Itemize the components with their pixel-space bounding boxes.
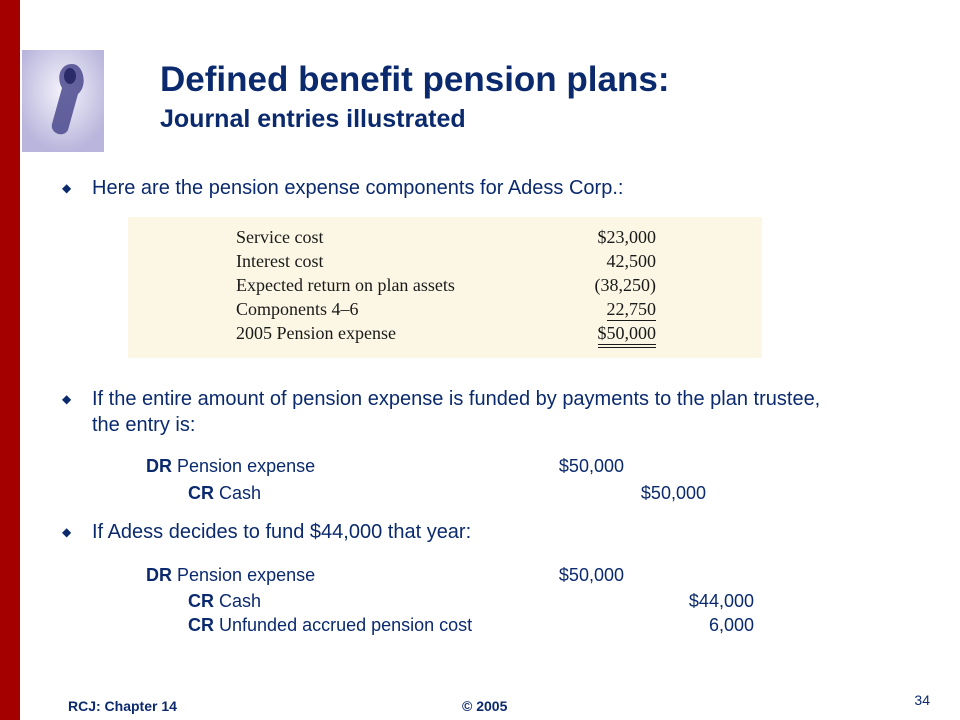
page-number: 34 (914, 692, 930, 708)
slide-title: Defined benefit pension plans: (160, 60, 670, 99)
table-row (236, 227, 656, 251)
row-amount: 42,500 (606, 251, 656, 271)
keyhole-icon (22, 50, 104, 152)
bullet-item (62, 519, 842, 545)
row-label: Service cost (236, 227, 324, 247)
journal-entry-1-debit (146, 456, 315, 477)
dr-tag: DR (146, 456, 172, 476)
entry-1-credit-amount: $50,000 (640, 483, 706, 503)
dr-tag: DR (146, 565, 172, 585)
row-amount: (38,250) (594, 275, 656, 295)
cr-account: Unfunded accrued pension cost (219, 615, 473, 635)
pension-expense-table (128, 217, 762, 358)
entry-1-debit-amount: $50,000 (558, 456, 624, 476)
cr-account: Cash (219, 483, 262, 503)
journal-entry-2-debit (146, 565, 315, 586)
footer-copyright: © 2005 (462, 698, 508, 714)
table-row (236, 275, 656, 299)
diamond-bullet-icon: ◆ (62, 525, 72, 539)
journal-entry-1-credit (188, 483, 261, 504)
keyhole-logo-image (22, 50, 104, 152)
journal-entry-2-credit-cash (188, 591, 261, 612)
bullet-text: If the entire amount of pension expense is funded by payments to the plan trustee, the entry is: (92, 388, 821, 436)
row-label: Interest cost (236, 251, 324, 271)
row-label: Expected return on plan assets (236, 275, 455, 295)
diamond-bullet-icon: ◆ (62, 181, 72, 195)
diamond-bullet-icon: ◆ (62, 392, 72, 406)
row-label: Components 4–6 (236, 299, 359, 319)
cr-account: Cash (219, 591, 262, 611)
cr-tag: CR (188, 591, 214, 611)
cr-tag: CR (188, 483, 214, 503)
slide-subtitle: Journal entries illustrated (160, 105, 466, 133)
row-amount: $50,000 (598, 323, 657, 348)
bullet-text: If Adess decides to fund $44,000 that year: (92, 521, 472, 543)
entry-2-unfunded-amount: 6,000 (708, 615, 754, 635)
table-row (236, 251, 656, 275)
bullet-text: Here are the pension expense components for Adess Corp.: (92, 177, 624, 199)
entry-2-cash-amount: $44,000 (688, 591, 754, 611)
cr-tag: CR (188, 615, 214, 635)
bullet-item (62, 175, 842, 201)
bullet-item (62, 386, 842, 438)
dr-account: Pension expense (177, 456, 316, 476)
row-amount: 22,750 (606, 299, 656, 319)
journal-entry-2-credit-unfunded (188, 615, 472, 636)
row-label: 2005 Pension expense (236, 323, 396, 343)
dr-account: Pension expense (177, 565, 316, 585)
left-accent-bar (0, 0, 20, 720)
row-amount: $23,000 (597, 227, 656, 247)
table-row (236, 299, 656, 323)
entry-2-debit-amount: $50,000 (558, 565, 624, 585)
footer-chapter: RCJ: Chapter 14 (68, 698, 177, 714)
table-row-total (236, 323, 656, 347)
